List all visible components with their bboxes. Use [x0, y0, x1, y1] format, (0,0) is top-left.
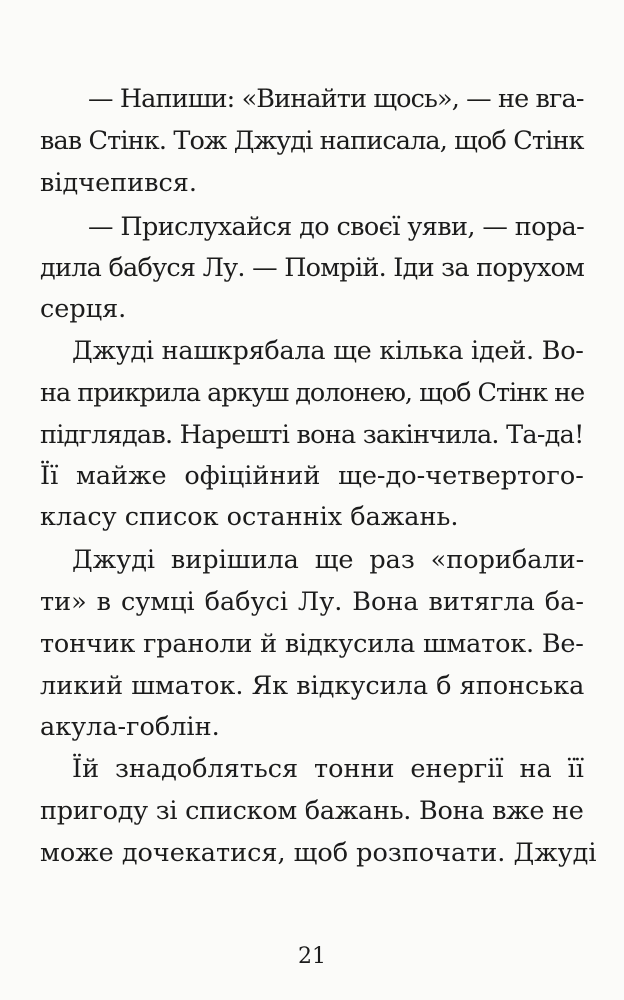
- text-line: ти» в сумці бабусі Лу. Вона витягла ба-: [40, 587, 584, 617]
- text-line: на прикрила аркуш долонею, щоб Стінк не: [40, 378, 585, 408]
- text-line: Джуді нашкрябала ще кілька ідей. Во-: [72, 336, 584, 366]
- text-line: Джуді вирішила ще раз «порибали-: [72, 545, 585, 575]
- text-line: ликий шматок. Як відкусила б японська: [40, 671, 585, 701]
- page-number: 21: [298, 944, 326, 969]
- text-line: — Напиши: «Винайти щось», — не вга-: [88, 84, 584, 114]
- text-line: серця.: [40, 294, 127, 324]
- text-line: акула-гоблін.: [40, 712, 220, 742]
- text-line: відчепився.: [40, 168, 197, 198]
- text-line: класу список останніх бажань.: [40, 502, 459, 532]
- text-line: дила бабуся Лу. — Помрій. Іди за порухом: [40, 253, 585, 283]
- text-line: Її майже офіційний ще-до-четвертого-: [40, 461, 584, 491]
- text-line: Їй знадобляться тонни енергії на її: [72, 754, 584, 784]
- text-line: тончик граноли й відкусила шматок. Ве-: [40, 629, 584, 659]
- text-line: може дочекатися, щоб розпочати. Джуді: [40, 838, 597, 868]
- text-line: пригоду зі списком бажань. Вона вже не: [40, 796, 584, 826]
- text-line: вав Стінк. Тож Джуді написала, щоб Стінк: [40, 126, 584, 156]
- text-line: підглядав. Нарешті вона закінчила. Та-да!: [40, 420, 584, 450]
- text-line: — Прислухайся до своєї уяви, — пора-: [88, 212, 585, 242]
